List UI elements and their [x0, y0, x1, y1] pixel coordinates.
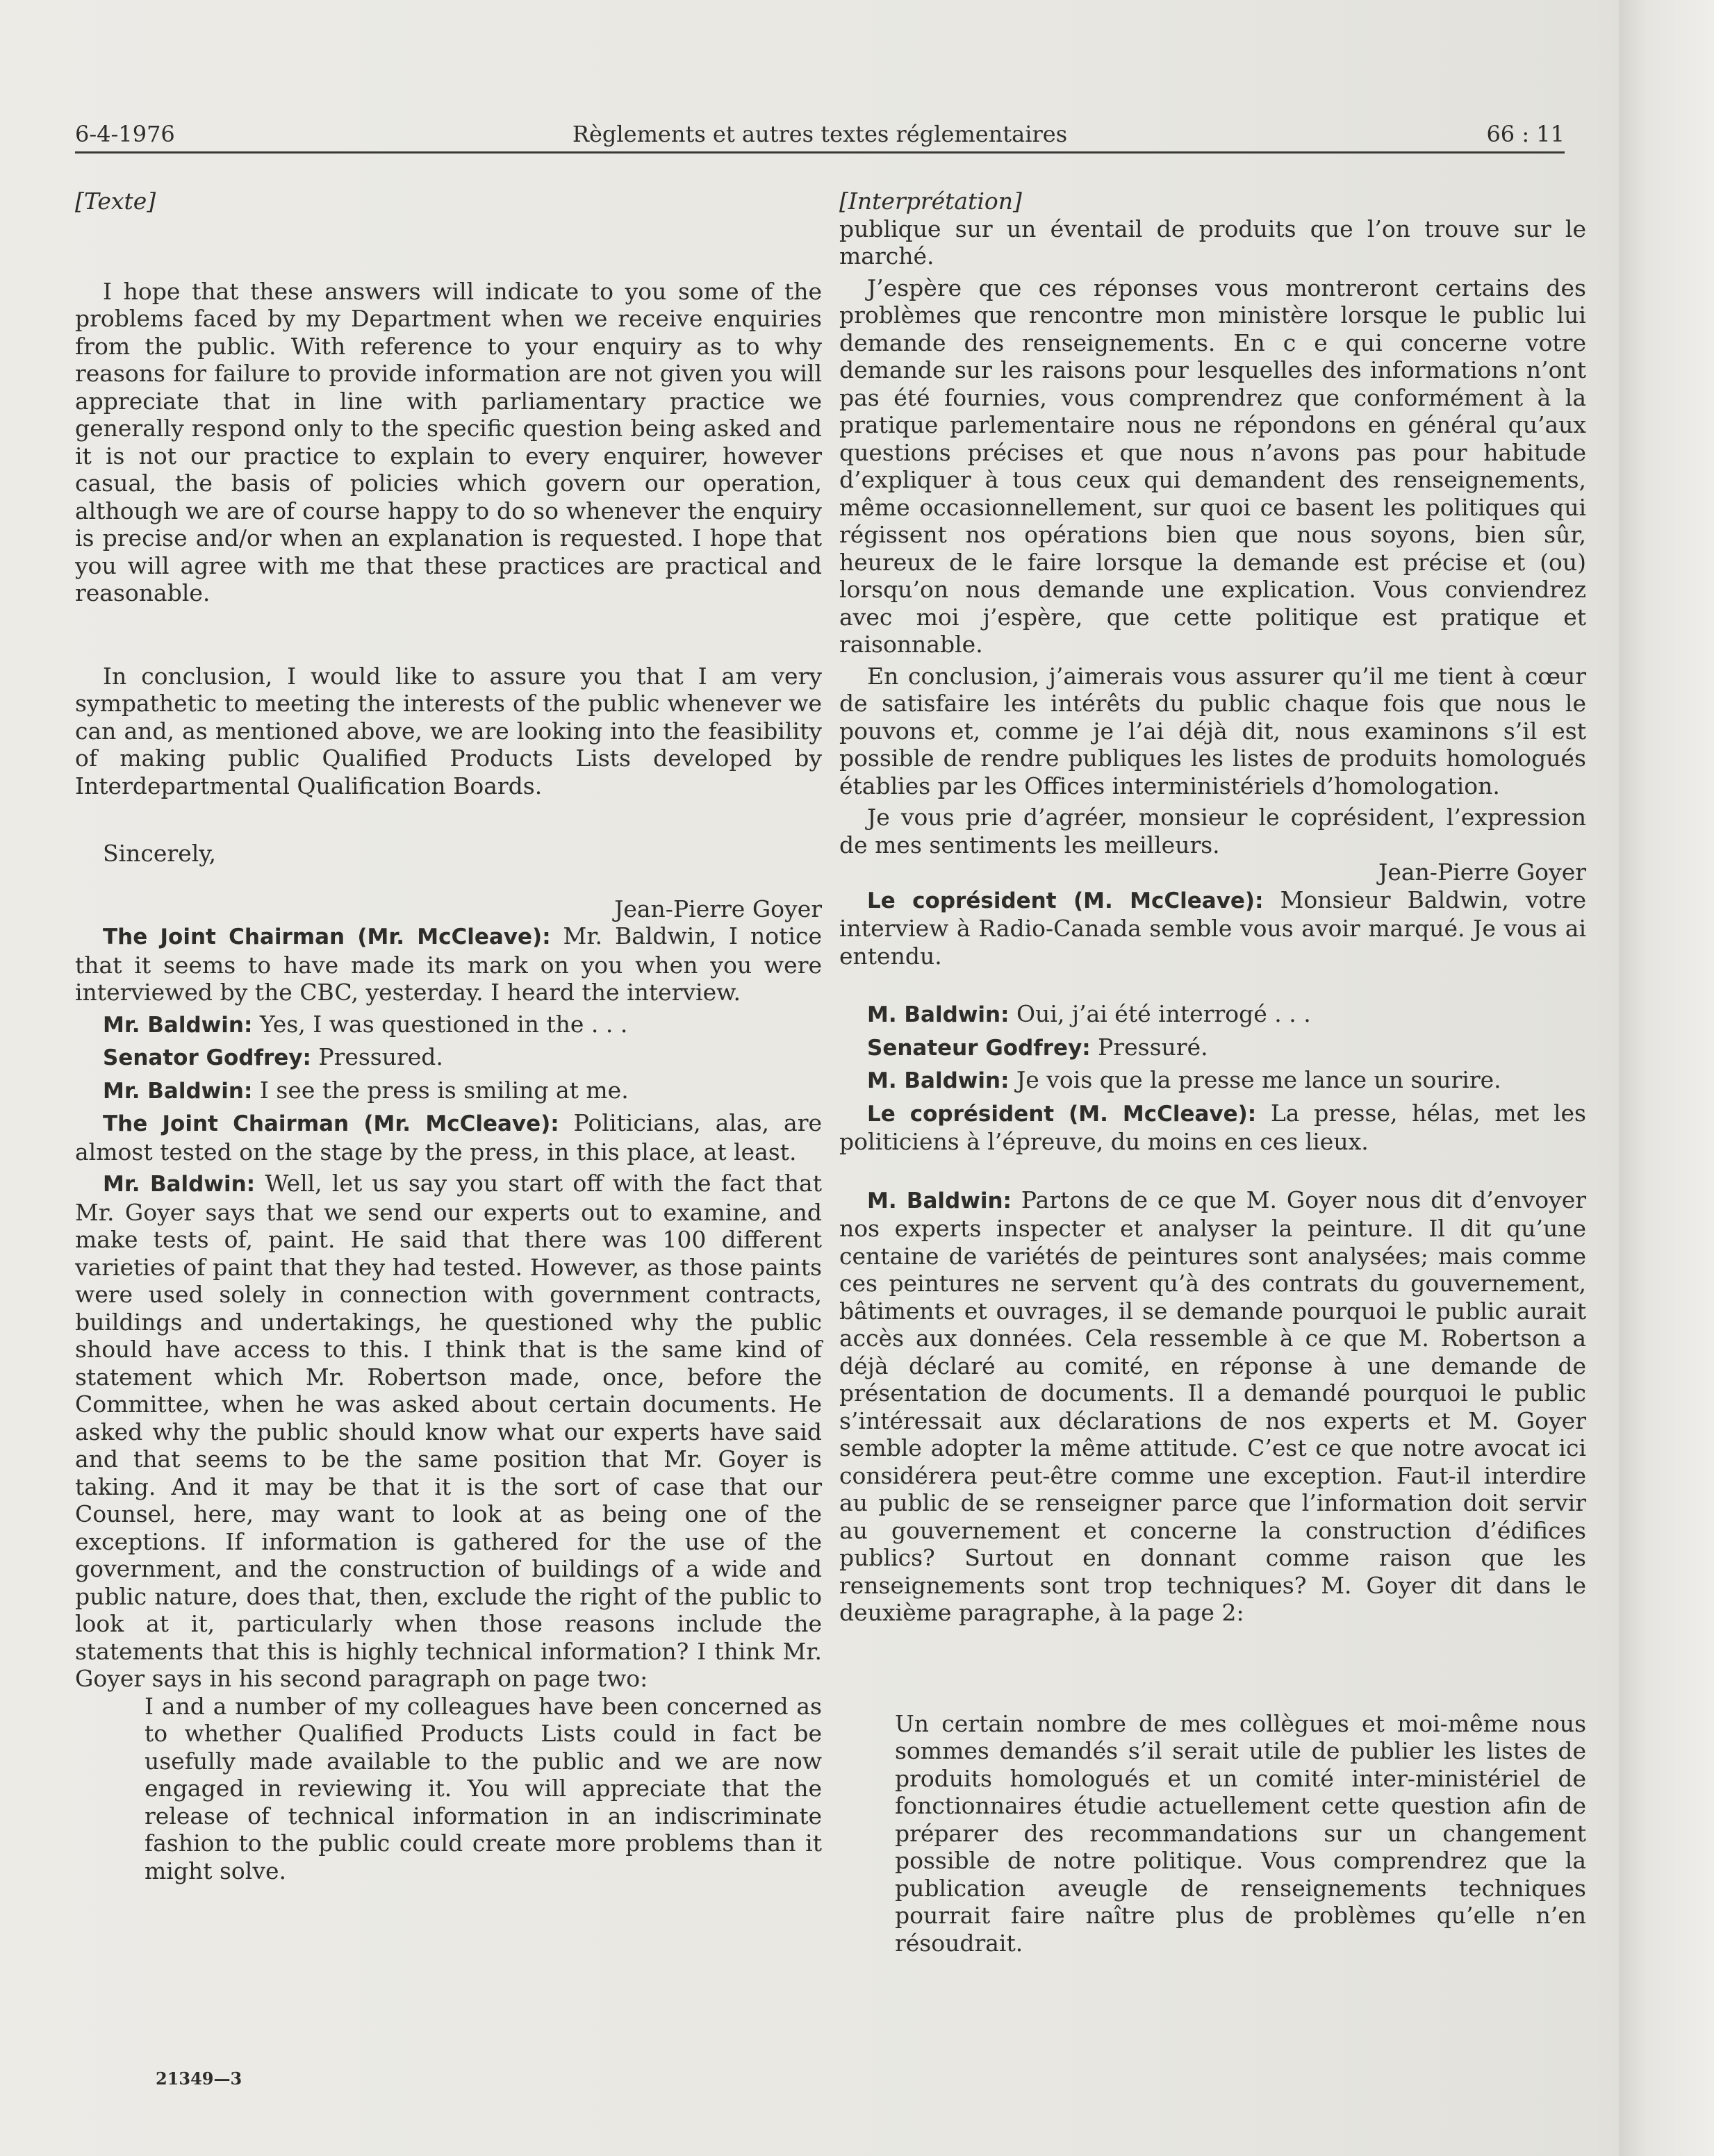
speaker: The Joint Chairman (Mr. McCleave):: [103, 1111, 559, 1136]
footer-code: 21349—3: [156, 2068, 242, 2089]
statement: [75, 922, 822, 1006]
signature: Jean-Pierre Goyer: [1378, 859, 1586, 886]
paragraph-continuation: publique sur un éventail de produits que l’on trouve sur le marché.: [839, 215, 1586, 270]
paragraph-conclusion: En conclusion, j’aimerais vous assurer qu’il me tient à cœur de satisfaire les intérêts du public chaque fois que nous le pouvons et, comme je l’ai déjà dit, nous examinons s’il est possible de rendre publiques les listes de produits homologués établies par les Offices interministériels d’homologation.: [839, 662, 1586, 799]
header-page-number: 66 : 11: [1486, 121, 1565, 147]
block-quote: Un certain nombre de mes collègues et moi-même nous sommes demandés s’il serait utile de publier les listes de produits homologués et un comité inter-ministériel de fonctionnaires étudie actuellement cette question afin de préparer des recommandations sur un changement possible de notre politique. Vous comprendrez que la publication aveugle de renseignements techniques pourrait faire naître plus de problèmes qu’elle n’en résoudrait.: [895, 1709, 1586, 1957]
statement-text: Monsieur Baldwin, votre interview à Radio-Canada semble vous avoir marqué. Je vous ai entendu.: [839, 886, 1586, 970]
statement: [839, 1000, 1586, 1029]
speaker: Mr. Baldwin:: [103, 1078, 253, 1104]
statement: [839, 1186, 1586, 1627]
header-title: Règlements et autres textes réglementaires: [572, 121, 1068, 147]
statement-text: I see the press is smiling at me.: [252, 1076, 629, 1104]
paragraph-conclusion: In conclusion, I would like to assure you that I am very sympathetic to meeting the interests of the public whenever we can and, as mentioned above, we are looking into the feasibility of making public Qualified Products Lists developed by Interdepartmental Qualification Boards.: [75, 662, 822, 799]
statement-text: Pressuré.: [1090, 1033, 1208, 1061]
statement-text: Politicians, alas, are almost tested on the stage by the press, in this place, at least.: [75, 1109, 822, 1166]
text-tag: [Texte]: [75, 188, 156, 215]
statement-text: Je vois que la presse me lance un sourire.: [1009, 1066, 1501, 1093]
statement-text: Yes, I was questioned in the . . .: [252, 1010, 628, 1038]
english-column: [75, 188, 822, 1884]
statement-text: Partons de ce que M. Goyer nous dit d’envoyer nos experts inspecter et analyser la peinture. Il dit qu’une centaine de variétés de peintures sont analysées; mais comme ces peintures ne servent qu’à des contrats du gouvernement, bâtiments et ouvrages, il se demande pourquoi le public aurait accès aux données. Cela ressemble à ce que M. Robertson a déjà déclaré au comité, en réponse à une demande de présentation de documents. Il a demandé pourquoi le public s’intéressait aux déclarations de nos experts et M. Goyer semble adopter la même attitude. C’est ce que notre avocat ici considérera peut-être comme une exception. Faut-il interdire au public de se renseigner parce que l’information doit servir au gouvernement et concerne la construction d’édifices publics? Surtout en donnant comme raison que les renseignements sont trop techniques? M. Goyer dit dans le deuxième paragraphe, à la page 2:: [839, 1186, 1587, 1626]
block-quote: I and a number of my colleagues have been concerned as to whether Qualified Products Lists could in fact be usefully made available to the public and we are now engaged in reviewing it. You will appreciate that the release of technical information in an indiscriminate fashion to the public could create more problems than it might solve.: [145, 1692, 822, 1884]
statement: [839, 1066, 1586, 1095]
statement-text: La presse, hélas, met les politiciens à l’épreuve, du moins en ces lieux.: [839, 1099, 1586, 1155]
speaker: M. Baldwin:: [867, 1188, 1012, 1213]
closing: Je vous prie d’agréer, monsieur le coprésident, l’expression de mes sentiments les meilleurs.: [839, 804, 1586, 859]
statement: [839, 886, 1586, 970]
speaker: M. Baldwin:: [867, 1068, 1010, 1093]
paragraph-answers: I hope that these answers will indicate to you some of the problems faced by my Department when we receive enquiries from the public. With reference to your enquiry as to why reasons for failure to provide information are not given you will appreciate that in line with parliamentary practice we generally respond only to the specific question being asked and it is not our practice to explain to every enquirer, however casual, the basis of policies which govern our operation, although we are of course happy to do so whenever the enquiry is precise and/or when an explanation is requested. I hope that you will agree with me that these practices are practical and reasonable.: [75, 277, 822, 606]
signature: Jean-Pierre Goyer: [614, 895, 822, 922]
statement: [839, 1034, 1586, 1063]
page-edge: [1619, 0, 1714, 2156]
header-date: 6-4-1976: [75, 121, 175, 147]
speaker: M. Baldwin:: [867, 1002, 1010, 1027]
statement-text: Oui, j’ai été interrogé . . .: [1009, 1000, 1311, 1027]
statement-text: Mr. Baldwin, I notice that it seems to have made its mark on you when you were interviewed by the CBC, yesterday. I heard the interview.: [75, 922, 822, 1006]
french-column: [839, 188, 1586, 1957]
statement: [75, 1170, 822, 1693]
speaker: Le coprésident (M. McCleave):: [867, 888, 1264, 913]
paragraph-answers: J’espère que ces réponses vous montreront certains des problèmes que rencontre mon ministère lorsque le public lui demande des renseignements. En c e qui concerne votre demande sur les raisons pour lesquelles des informations n’ont pas été fournies, vous comprendrez que conformément à la pratique parlementaire nous ne répondons en général qu’aux questions précises et que nous n’avons pas pour habitude d’expliquer à tous ceux qui demandent des renseignements, même occasionnellement, sur quoi ce basent les politiques qui régissent nos opérations bien que nous soyons, bien sûr, heureux de le faire lorsque la demande est précise et (ou) lorsqu’on nous demande une explication. Vous conviendrez avec moi j’espère, que cette politique est pratique et raisonnable.: [839, 274, 1586, 658]
statement: [75, 1043, 822, 1072]
page-header: [75, 110, 1565, 154]
speaker: The Joint Chairman (Mr. McCleave):: [103, 924, 551, 950]
statement: [75, 1109, 822, 1166]
interpretation-tag: [Interprétation]: [839, 188, 1022, 215]
statement-text: Well, let us say you start off with the fact that Mr. Goyer says that we send our experts out to examine, and make tests of, paint. He said that there was 100 different varieties of paint that they had tested. However, as those paints were used solely in connection with government contracts, buildings and undertakings, he questioned why the public should have access to this. I think that is the same kind of statement which Mr. Robertson made, once, before the Committee, when he was asked about certain documents. He asked why the public should know what our experts have said and that seems to be the same position that Mr. Goyer is taking. And it may be that it is the sort of case that our Counsel, here, may want to look at as being one of the exceptions. If information is gathered for the use of the government, and the construction of buildings of a wide and public nature, does that, then, exclude the right of the public to look at it, particularly when those reasons include the statements that this is highly technical information? I think Mr. Goyer says in his second paragraph on page two:: [75, 1170, 822, 1692]
speaker: Le coprésident (M. McCleave):: [867, 1101, 1257, 1127]
speaker: Mr. Baldwin:: [103, 1172, 256, 1197]
closing: Sincerely,: [103, 840, 217, 867]
speaker: Senateur Godfrey:: [867, 1035, 1091, 1061]
statement: [839, 1100, 1586, 1156]
statement: [75, 1077, 822, 1106]
statement-text: Pressured.: [311, 1043, 443, 1070]
speaker: Senator Godfrey:: [103, 1045, 311, 1070]
statement: [75, 1011, 822, 1040]
speaker: Mr. Baldwin:: [103, 1012, 253, 1038]
